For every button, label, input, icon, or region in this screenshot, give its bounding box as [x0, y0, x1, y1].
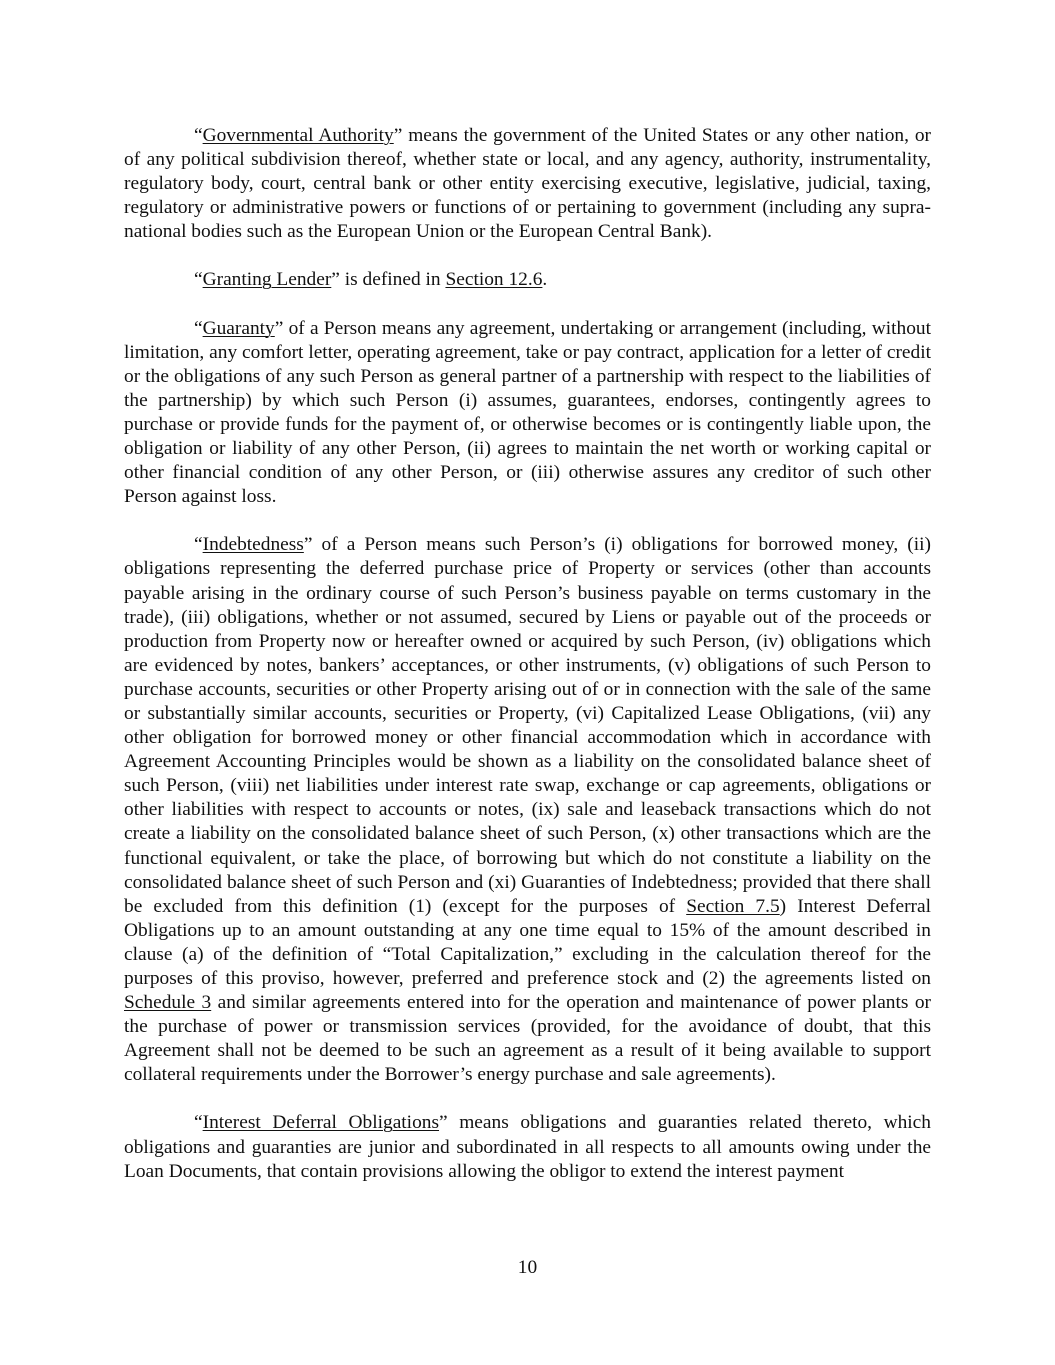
schedule-reference-link[interactable]: Schedule 3 [124, 992, 212, 1014]
defined-term: Guaranty [202, 317, 275, 339]
definition-text: and similar agreements entered into for the operation and maintenance of power plants or the purchase of power or transmission services (provided, for the avoidance of doubt, that this Agreement shall not be deemed to be such an agreement as a result of it being available to support collateral requirements under the Borrower’s energy purchase and sale agreements). [124, 992, 932, 1086]
definition-granting-lender [124, 268, 931, 292]
defined-term: Interest Deferral Obligations [202, 1112, 440, 1134]
definition-guaranty [124, 317, 931, 510]
open-quote: “ [194, 125, 203, 146]
defined-term: Governmental Authority [202, 125, 394, 146]
definition-text: ” means obligations and guaranties related thereto, which obligations and guaranties are junior and subordinated in all respects to all amounts owing under the Loan Documents, that contain provisions allowing the obligor to extend the interest payment [124, 1112, 931, 1182]
open-quote: “ [194, 534, 203, 556]
definition-text: ” of a Person means such Person’s (i) obligations for borrowed money, (ii) obligations representing the deferred purchase price of Property or services (other than accounts payable arising in the ordinary course of such Person’s business payable on terms customary in the trade), (iii) obligations, whether or not assumed, secured by Liens or payable out of the proceeds or production from Property now or hereafter owned or acquired by such Person, (iv) obligations which are evidenced by notes, bankers’ acceptances, or other instruments, (v) obligations of such Person to purchase accounts, securities or other Property arising out of or in connection with the sale of the same or substantially similar accounts, securities or Property, (vi) Capitalized Lease Obligations, (vii) any other obligation for borrowed money or other financial accommodation which in accordance with Agreement Accounting Principles would be shown as a liability on the consolidated balance sheet of such Person, (viii) net liabilities under interest rate swap, exchange or cap agreements, obligations or other liabilities with respect to accounts or notes, (ix) sale and leaseback transactions which do not create a liability on the consolidated balance sheet of such Person, (x) other transactions which are the functional equivalent, or take the place, of borrowing but which do not constitute a liability on the consolidated balance sheet of such Person and (xi) Guaranties of Indebtedness; provided that there shall be excluded from this definition (1) (except for the purposes of [124, 534, 931, 917]
defined-term: Indebtedness [202, 534, 304, 556]
page-number: 10 [517, 1257, 538, 1278]
definition-text: ” means the government of the United States or any other nation, or of any political subdivision thereof, whether state or local, and any agency, authority, instrumentality, regulatory body, court, central bank or other entity exercising executive, legislative, judicial, taxing, regulatory or administrative powers or functions of or pertaining to government (including any supra-national bodies such as the European Union or the European Central Bank). [124, 125, 931, 243]
definition-governmental-authority [124, 124, 931, 244]
open-quote: “ [194, 269, 203, 291]
defined-term: Granting Lender [202, 269, 332, 291]
section-reference-link[interactable]: Section 7.5 [686, 895, 780, 917]
definition-text: ” of a Person means any agreement, undertaking or arrangement (including, without limitation, any comfort letter, operating agreement, take or pay contract, application for a letter of credit or the obligations of any such Person as general partner of a partnership with respect to the liabilities of the partnership) by which such Person (i) assumes, guarantees, endorses, contingently agrees to purchase or provide funds for the payment of, or otherwise becomes or is contingently liable upon, the obligation or liability of any other Person, (ii) agrees to maintain the net worth or working capital or other financial condition of any other Person, or (iii) otherwise assures any creditor of such other Person against loss. [124, 317, 931, 508]
definition-interest-deferral-obligations [124, 1111, 931, 1183]
document-page [124, 124, 931, 1208]
definition-text: ) Interest Deferral Obligations up to an amount outstanding at any one time equal to 15% of the amount described in clause (a) of the definition of “Total Capitalization,” excluding in the calculation thereof for the purposes of this proviso, however, preferred and preference stock and (2) the agreements listed on [124, 895, 931, 989]
section-reference-link[interactable]: Section 12.6 [445, 269, 543, 291]
open-quote: “ [194, 317, 203, 339]
definition-text: ” is defined in [331, 269, 446, 291]
definition-indebtedness [124, 533, 931, 1087]
open-quote: “ [194, 1112, 203, 1134]
definition-text: . [542, 269, 548, 291]
